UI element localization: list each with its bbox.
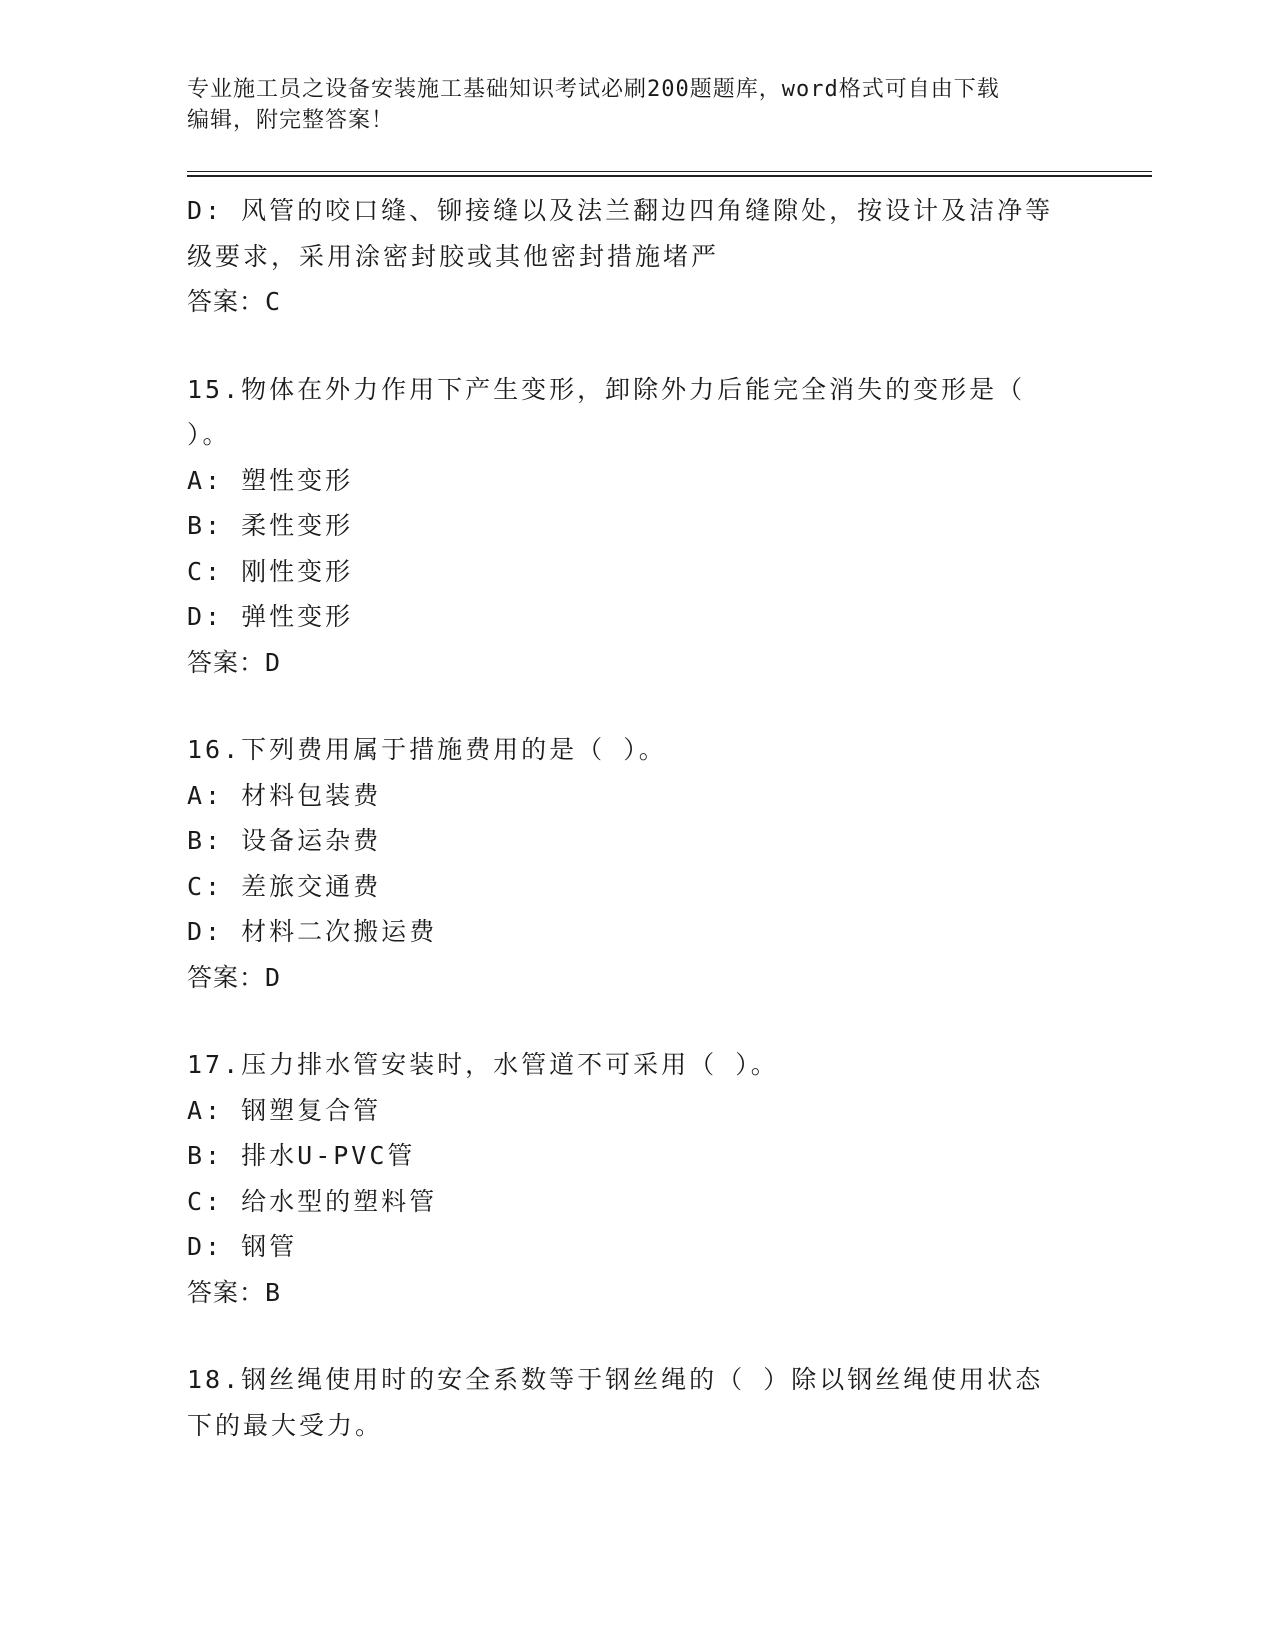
option-b: B: 柔性变形 [187,511,354,540]
answer-line [187,279,1087,325]
option-d: D: 钢管 [187,1232,298,1261]
header-title-line-1: 专业施工员之设备安装施工基础知识考试必刷200题题库，word格式可自由下载 [187,77,1000,102]
answer-label: 答案： [187,962,266,992]
question-stem-line-1: 16.下列费用属于措施费用的是（ ）。 [187,735,667,764]
option-b: B: 排水U-PVC管 [187,1141,416,1170]
option-d: D: 弹性变形 [187,602,354,631]
option-c: C: 差旅交通费 [187,871,382,901]
question-stem-line-1: 18.钢丝绳使用时的安全系数等于钢丝绳的（ ）除以钢丝绳使用状态 [187,1365,1044,1394]
answer-value: D [265,962,282,992]
answer-label: 答案： [187,647,266,677]
question-stem-line-1: 17.压力排水管安装时，水管道不可采用（ ）。 [187,1050,779,1079]
option-b: B: 设备运杂费 [187,826,382,855]
header-divider-thin [187,171,1152,172]
header-title-line-2: 编辑，附完整答案！ [187,108,395,133]
question-stem-line-1: 15.物体在外力作用下产生变形，卸除外力后能完全消失的变形是（ [187,374,1026,404]
answer-label: 答案： [187,287,266,316]
answer-line [187,955,1087,1001]
option-c: C: 给水型的塑料管 [187,1186,438,1216]
document-header [187,74,1067,136]
question-15 [187,367,1087,686]
answer-value: B [265,1277,282,1307]
option-d-line-1: D: 风管的咬口缝、铆接缝以及法兰翻边四角缝隙处，按设计及洁净等 [187,196,1054,225]
answer-label: 答案： [187,1277,266,1307]
spacer [187,685,1087,727]
option-d-line-2: 级要求，采用涂密封胶或其他密封措施堵严 [187,241,720,271]
spacer [187,325,1087,367]
answer-value: C [265,287,282,316]
option-d: D: 材料二次搬运费 [187,917,438,946]
question-16 [187,727,1087,1000]
previous-question-block [187,188,1087,325]
option-a: A: 材料包装费 [187,780,382,810]
spacer [187,1315,1087,1357]
header-divider-thick [187,175,1152,177]
option-a: A: 钢塑复合管 [187,1095,382,1125]
option-a: A: 塑性变形 [187,465,354,495]
question-18 [187,1357,1087,1448]
answer-line [187,640,1087,686]
answer-value: D [265,647,282,677]
spacer [187,1000,1087,1042]
question-content [187,188,1087,1448]
option-c: C: 刚性变形 [187,556,354,586]
question-17 [187,1042,1087,1315]
question-stem-line-2: 下的最大受力。 [187,1410,384,1440]
question-stem-line-2: ）。 [187,420,231,449]
answer-line [187,1270,1087,1316]
